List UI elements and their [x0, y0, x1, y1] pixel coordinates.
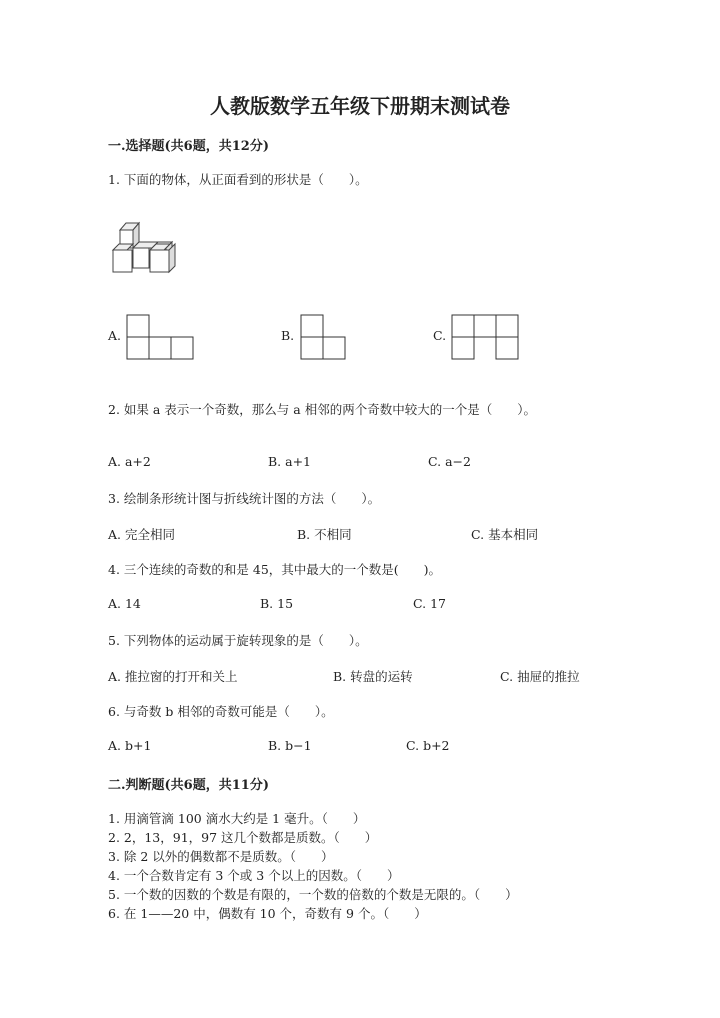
question-2: 2. 如果 a 表示一个奇数，那么与 a 相邻的两个奇数中较大的一个是（ ）。	[108, 402, 536, 417]
q2-option-c: C. a−2	[428, 454, 471, 469]
judgement-item: 3. 除 2 以外的偶数都不是质数。（ ）	[108, 849, 334, 864]
cube-stack-figure	[110, 220, 185, 275]
q1-option-a-shape	[126, 314, 194, 360]
judgement-item: 6. 在 1——20 中，偶数有 10 个，奇数有 9 个。（ ）	[108, 906, 427, 921]
judgement-item: 5. 一个数的因数的个数是有限的，一个数的倍数的个数是无限的。（ ）	[108, 887, 518, 902]
question-1: 1. 下面的物体，从正面看到的形状是（ ）。	[108, 172, 368, 187]
q3-option-b: B. 不相同	[297, 527, 352, 542]
q1-option-a-label: A.	[108, 328, 122, 343]
q4-option-b: B. 15	[260, 596, 294, 611]
q4-option-a: A. 14	[108, 596, 141, 611]
q2-option-a: A. a+2	[108, 454, 151, 469]
q1-option-c-shape	[451, 314, 519, 360]
q5-option-c: C. 抽屉的推拉	[500, 669, 580, 684]
question-3: 3. 绘制条形统计图与折线统计图的方法（ ）。	[108, 491, 381, 506]
q1-option-b-label: B.	[281, 328, 295, 343]
question-6: 6. 与奇数 b 相邻的奇数可能是（ ）。	[108, 704, 334, 719]
q6-option-a: A. b+1	[108, 738, 152, 753]
q5-option-a: A. 推拉窗的打开和关上	[108, 669, 238, 684]
section1-heading: 一.选择题(共6题，共12分)	[108, 139, 269, 154]
page-title: 人教版数学五年级下册期末测试卷	[210, 94, 510, 118]
q3-option-a: A. 完全相同	[108, 527, 175, 542]
q3-option-c: C. 基本相同	[471, 527, 539, 542]
q1-option-c-label: C.	[433, 328, 447, 343]
q6-option-c: C. b+2	[406, 738, 450, 753]
q6-option-b: B. b−1	[268, 738, 312, 753]
q2-option-b: B. a+1	[268, 454, 312, 469]
q5-option-b: B. 转盘的运转	[333, 669, 413, 684]
question-4: 4. 三个连续的奇数的和是 45，其中最大的一个数是( )。	[108, 562, 442, 577]
judgement-item: 4. 一个合数肯定有 3 个或 3 个以上的因数。（ ）	[108, 868, 400, 883]
question-5: 5. 下列物体的运动属于旋转现象的是（ ）。	[108, 633, 368, 648]
judgement-item: 1. 用滴管滴 100 滴水大约是 1 毫升。（ ）	[108, 811, 366, 826]
q1-option-b-shape	[300, 314, 346, 360]
judgement-item: 2. 2，13，91，97 这几个数都是质数。（ ）	[108, 830, 378, 845]
q4-option-c: C. 17	[413, 596, 446, 611]
section2-heading: 二.判断题(共6题，共11分)	[108, 778, 269, 793]
